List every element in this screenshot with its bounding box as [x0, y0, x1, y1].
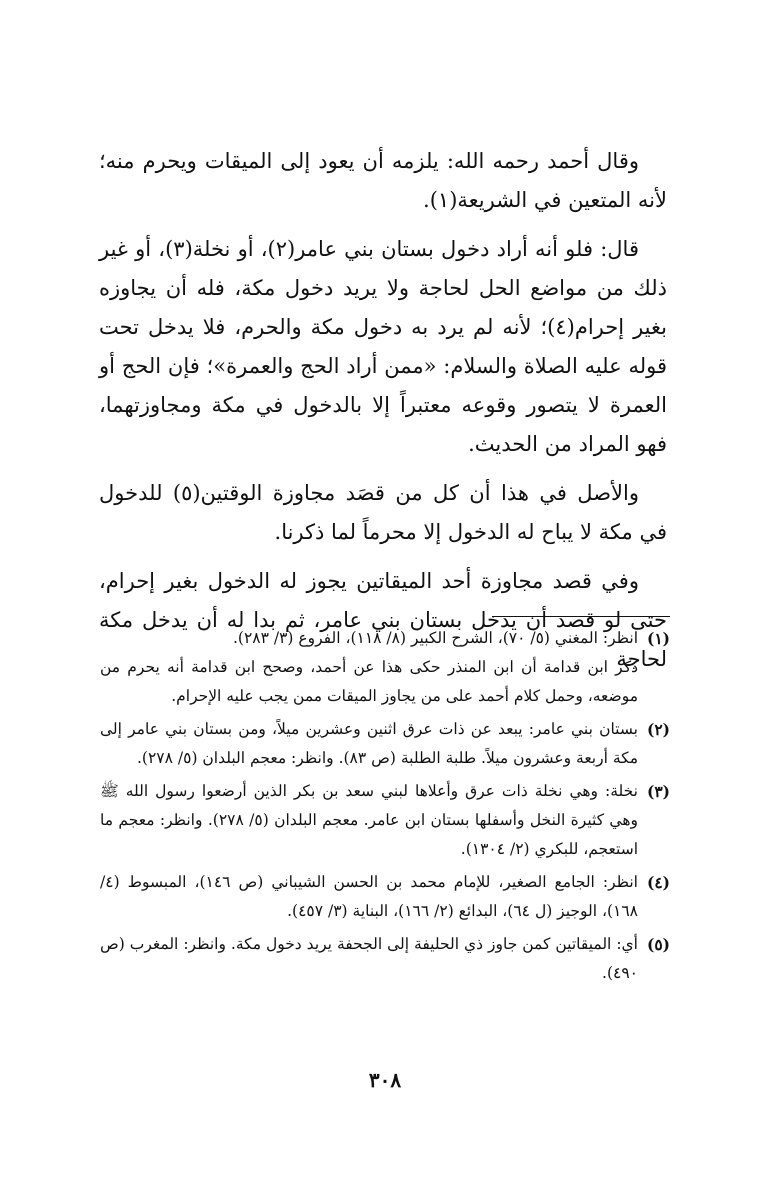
footnote-number: (٤): [646, 873, 670, 892]
footnote-text: انظر: الجامع الصغير، للإمام محمد بن الحسن الشيباني (ص ١٤٦)، المبسوط (٤/ ١٦٨)، الوجيز (ل ٦٤)، البدائع (٢/ ١٦٦)، البناية (٣/ ٤٥٧).: [100, 873, 638, 920]
paragraph-2: قال: فلو أنه أراد دخول بستان بني عامر(٢)، أو نخلة(٣)، أو غير ذلك من مواضع الحل لحاجة ولا يريد دخول مكة، فله أن يجاوزه بغير إحرام(٤)؛ لأنه لم يرد به دخول مكة والحرم، فلا يدخل تحت قوله عليه الصلاة والسلام: «ممن أراد الحج والعمرة»؛ فإن الحج أو العمرة لا يتصور وقوعه معتبراً إلا بالدخول في مكة ومجاوزتهما، فهو المراد من الحديث.: [99, 237, 667, 456]
footnotes: [100, 624, 670, 992]
paragraph-3: والأصل في هذا أن كل من قصَد مجاوزة الوقتين(٥) للدخول في مكة لا يباح له الدخول إلا محرماً لما ذكرنا.: [99, 481, 667, 544]
footnote-3: [100, 777, 670, 864]
main-text: [99, 142, 667, 689]
footnote-number: (٢): [646, 720, 670, 739]
footnote-separator: [492, 616, 670, 617]
footnote-number: (٥): [646, 935, 670, 954]
footnote-text: نخلة: وهي نخلة ذات عرق وأعلاها لبني سعد بن بكر الذين أرضعوا رسول الله ﷺ وهي كثيرة النخل وأسفلها بستان ابن عامر. معجم البلدان (٥/ ٢٧٨). وانظر: معجم ما استعجم، للبكري (٢/ ١٣٠٤).: [100, 782, 638, 858]
footnote-5: [100, 930, 670, 988]
footnote-text: بستان بني عامر: يبعد عن ذات عرق اثنين وعشرين ميلاً، ومن بستان بني عامر إلى مكة أربعة وعشرون ميلاً. طلبة الطلبة (ص ٨٣). وانظر: معجم البلدان (٥/ ٢٧٨).: [100, 720, 638, 767]
footnote-text: أي: الميقاتين كمن جاوز ذي الحليفة إلى الجحفة يريد دخول مكة. وانظر: المغرب (ص ٤٩٠).: [100, 935, 638, 982]
footnote-1: [100, 624, 670, 711]
paragraph-4: وفي قصد مجاوزة أحد الميقاتين يجوز له الدخول بغير إحرام، حتى لو قصد أن يدخل بستان بني عامر، ثم بدا له أن يدخل مكة لحاجة: [99, 569, 667, 671]
footnote-remark: ذكر ابن قدامة أن ابن المنذر حكى هذا عن أحمد، وصحح ابن قدامة أنه يحرم من موضعه، وحمل كلام أحمد على من يجاوز الميقات ممن يجب عليه الإحرام.: [100, 658, 638, 705]
footnote-2: [100, 715, 670, 773]
footnote-number: (١): [646, 629, 670, 648]
footnote-text: انظر: المغني (٥/ ٧٠)، الشرح الكبير (٨/ ١١٨)، الفروع (٣/ ٢٨٣).: [232, 629, 638, 647]
page-number: ٣٠٨: [368, 1068, 402, 1092]
footnote-number: (٣): [646, 782, 670, 801]
paragraph-1: وقال أحمد رحمه الله: يلزمه أن يعود إلى الميقات ويحرم منه؛ لأنه المتعين في الشريعة(١).: [99, 149, 667, 212]
footnote-4: [100, 868, 670, 926]
